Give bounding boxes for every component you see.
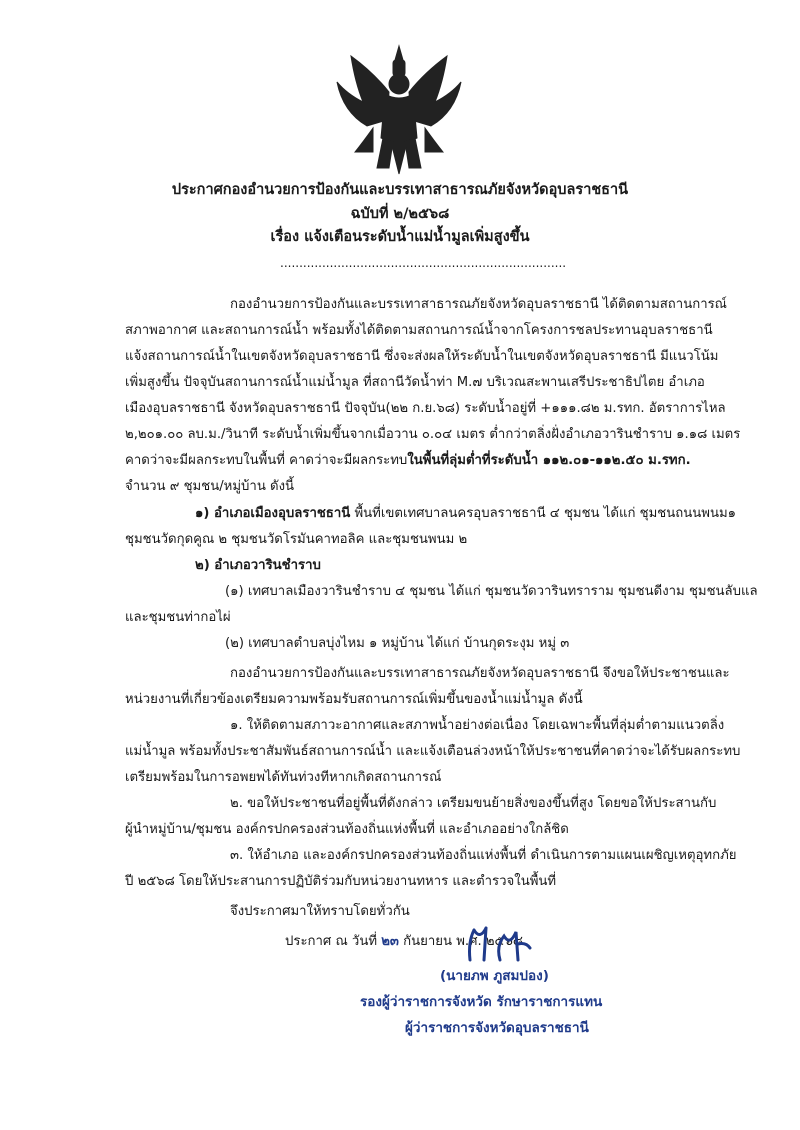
divider: ........................................................................... <box>280 256 567 270</box>
paragraph-line: เตรียมพร้อมในการอพยพได้ทันท่วงทีหากเกิดสถานการณ์ <box>125 770 442 785</box>
district-text: พื้นที่เขตเทศบาลนครอุบลราชธานี ๔ ชุมชน ได้แก่ ชุมชนถนนพนม๑ <box>350 506 737 521</box>
paragraph-line: กองอำนวยการป้องกันและบรรเทาสาธารณภัยจังหวัดอุบลราชธานี จึงขอให้ประชาชนและ <box>230 666 730 681</box>
garuda-emblem-icon <box>333 42 465 177</box>
paragraph-line: เมืองอุบลราชธานี จังหวัดอุบลราชธานี ปัจจุบัน(๒๒ ก.ย.๖๘) ระดับน้ำอยู่ที่ +๑๑๑.๘๒ ม.รทก. อัตราการไหล <box>125 401 726 416</box>
list-item-district-2 <box>195 557 321 575</box>
announcement-subject: เรื่อง แจ้งเตือนระดับน้ำแม่น้ำมูลเพิ่มสูงขึ้น <box>270 229 530 245</box>
paragraph-line: (๒) เทศบาลตำบลบุ่งไหม ๑ หมู่บ้าน ได้แก่ บ้านกุดระงุม หมู่ ๓ <box>225 636 570 651</box>
list-item-district-1 <box>195 505 736 523</box>
date-prefix: ประกาศ ณ วันที่ <box>285 934 378 949</box>
paragraph-line: ๓. ให้อำเภอ และองค์กรปกครองส่วนท้องถิ่นแห่งพื้นที่ ดำเนินการตามแผนเผชิญเหตุอุทกภัย <box>230 848 737 863</box>
paragraph-line: ชุมชนวัดกุดคูณ ๒ ชุมชนวัดโรมันคาทอลิค และชุมชนพนม ๒ <box>125 532 468 547</box>
district-heading: ๒) อำเภอวารินชำราบ <box>195 558 321 573</box>
announcement-title: ประกาศกองอำนวยการป้องกันและบรรเทาสาธารณภัยจังหวัดอุบลราชธานี <box>171 182 629 198</box>
emphasis-text: ในพื้นที่ลุ่มต่ำที่ระดับน้ำ ๑๑๒.๐๑-๑๑๒.๕๐ ม.รทก. <box>407 453 691 468</box>
paragraph-line <box>125 452 691 470</box>
paragraph-line: จำนวน ๙ ชุมชน/หมู่บ้าน ดังนี้ <box>125 479 295 494</box>
paragraph-line: กองอำนวยการป้องกันและบรรเทาสาธารณภัยจังหวัดอุบลราชธานี ได้ติดตามสถานการณ์ <box>230 297 727 312</box>
paragraph-line: แจ้งสถานการณ์น้ำในเขตจังหวัดอุบลราชธานี ซึ่งจะส่งผลให้ระดับน้ำในเขตจังหวัดอุบลราชธานี มีแนวโน้ม <box>125 349 719 364</box>
closing-line: จึงประกาศมาให้ทราบโดยทั่วกัน <box>230 904 410 919</box>
paragraph-text: คาดว่าจะมีผลกระทบในพื้นที่ คาดว่าจะมีผลกระทบ <box>125 453 408 468</box>
announcement-issue: ฉบับที่ ๒/๒๕๖๘ <box>350 206 450 222</box>
paragraph-line: ๑. ให้ติดตามสภาวะอากาศและสภาพน้ำอย่างต่อเนื่อง โดยเฉพาะพื้นที่ลุ่มต่ำตามแนวตลิ่ง <box>230 718 725 733</box>
paragraph-line: ๒,๒๐๑.๐๐ ลบ.ม./วินาที ระดับน้ำเพิ่มขึ้นจากเมื่อวาน ๐.๐๔ เมตร ต่ำกว่าตลิ่งฝั่งอำเภอวารินชำราบ ๑.๑๘ เมตร <box>125 427 741 442</box>
paragraph-line: เพิ่มสูงขึ้น ปัจจุบันสถานการณ์น้ำแม่น้ำมูล ที่สถานีวัดน้ำท่า M.๗ บริเวณสะพานเสรีประชาธิปไตย อำเภอ <box>125 375 705 390</box>
paragraph-line: สภาพอากาศ และสถานการณ์น้ำ พร้อมทั้งได้ติดตามสถานการณ์น้ำจากโครงการชลประทานอุบลราชธานี <box>125 323 713 338</box>
date-day: ๒๓ <box>381 934 399 949</box>
paragraph-line: หน่วยงานที่เกี่ยวข้องเตรียมความพร้อมรับสถานการณ์เพิ่มขึ้นของน้ำแม่น้ำมูล ดังนี้ <box>125 692 583 707</box>
paragraph-line: แม่น้ำมูล พร้อมทั้งประชาสัมพันธ์สถานการณ์น้ำ และแจ้งเตือนล่วงหน้าให้ประชาชนที่คาดว่าจะได้รับผลกระทบ <box>125 744 741 759</box>
district-heading: ๑) อำเภอเมืองอุบลราชธานี <box>195 506 351 521</box>
signer-name: (นายภพ ภูสมปอง) <box>440 968 549 984</box>
paragraph-line: และชุมชนท่ากอไผ่ <box>125 610 231 625</box>
paragraph-line: ผู้นำหมู่บ้าน/ชุมชน องค์กรปกครองส่วนท้องถิ่นแห่งพื้นที่ และอำเภออย่างใกล้ชิด <box>125 822 569 837</box>
paragraph-line: (๑) เทศบาลเมืองวารินชำราบ ๔ ชุมชน ได้แก่ ชุมชนวัดวารินทราราม ชุมชนดีงาม ชุมชนลับแล <box>225 584 758 599</box>
signer-position: รองผู้ว่าราชการจังหวัด รักษาราชการแทน <box>360 994 603 1010</box>
paragraph-line: ปี ๒๕๖๘ โดยให้ประสานการปฏิบัติร่วมกับหน่วยงานทหาร และตำรวจในพื้นที่ <box>125 874 557 889</box>
date-suffix: กันยายน พ.ศ. ๒๕๖๘ <box>403 934 524 949</box>
signer-position-2: ผู้ว่าราชการจังหวัดอุบลราชธานี <box>405 1020 589 1036</box>
signature-icon <box>460 922 540 966</box>
paragraph-line: ๒. ขอให้ประชาชนที่อยู่พื้นที่ดังกล่าว เตรียมขนย้ายสิ่งของขึ้นที่สูง โดยขอให้ประสานกับ <box>230 796 717 811</box>
